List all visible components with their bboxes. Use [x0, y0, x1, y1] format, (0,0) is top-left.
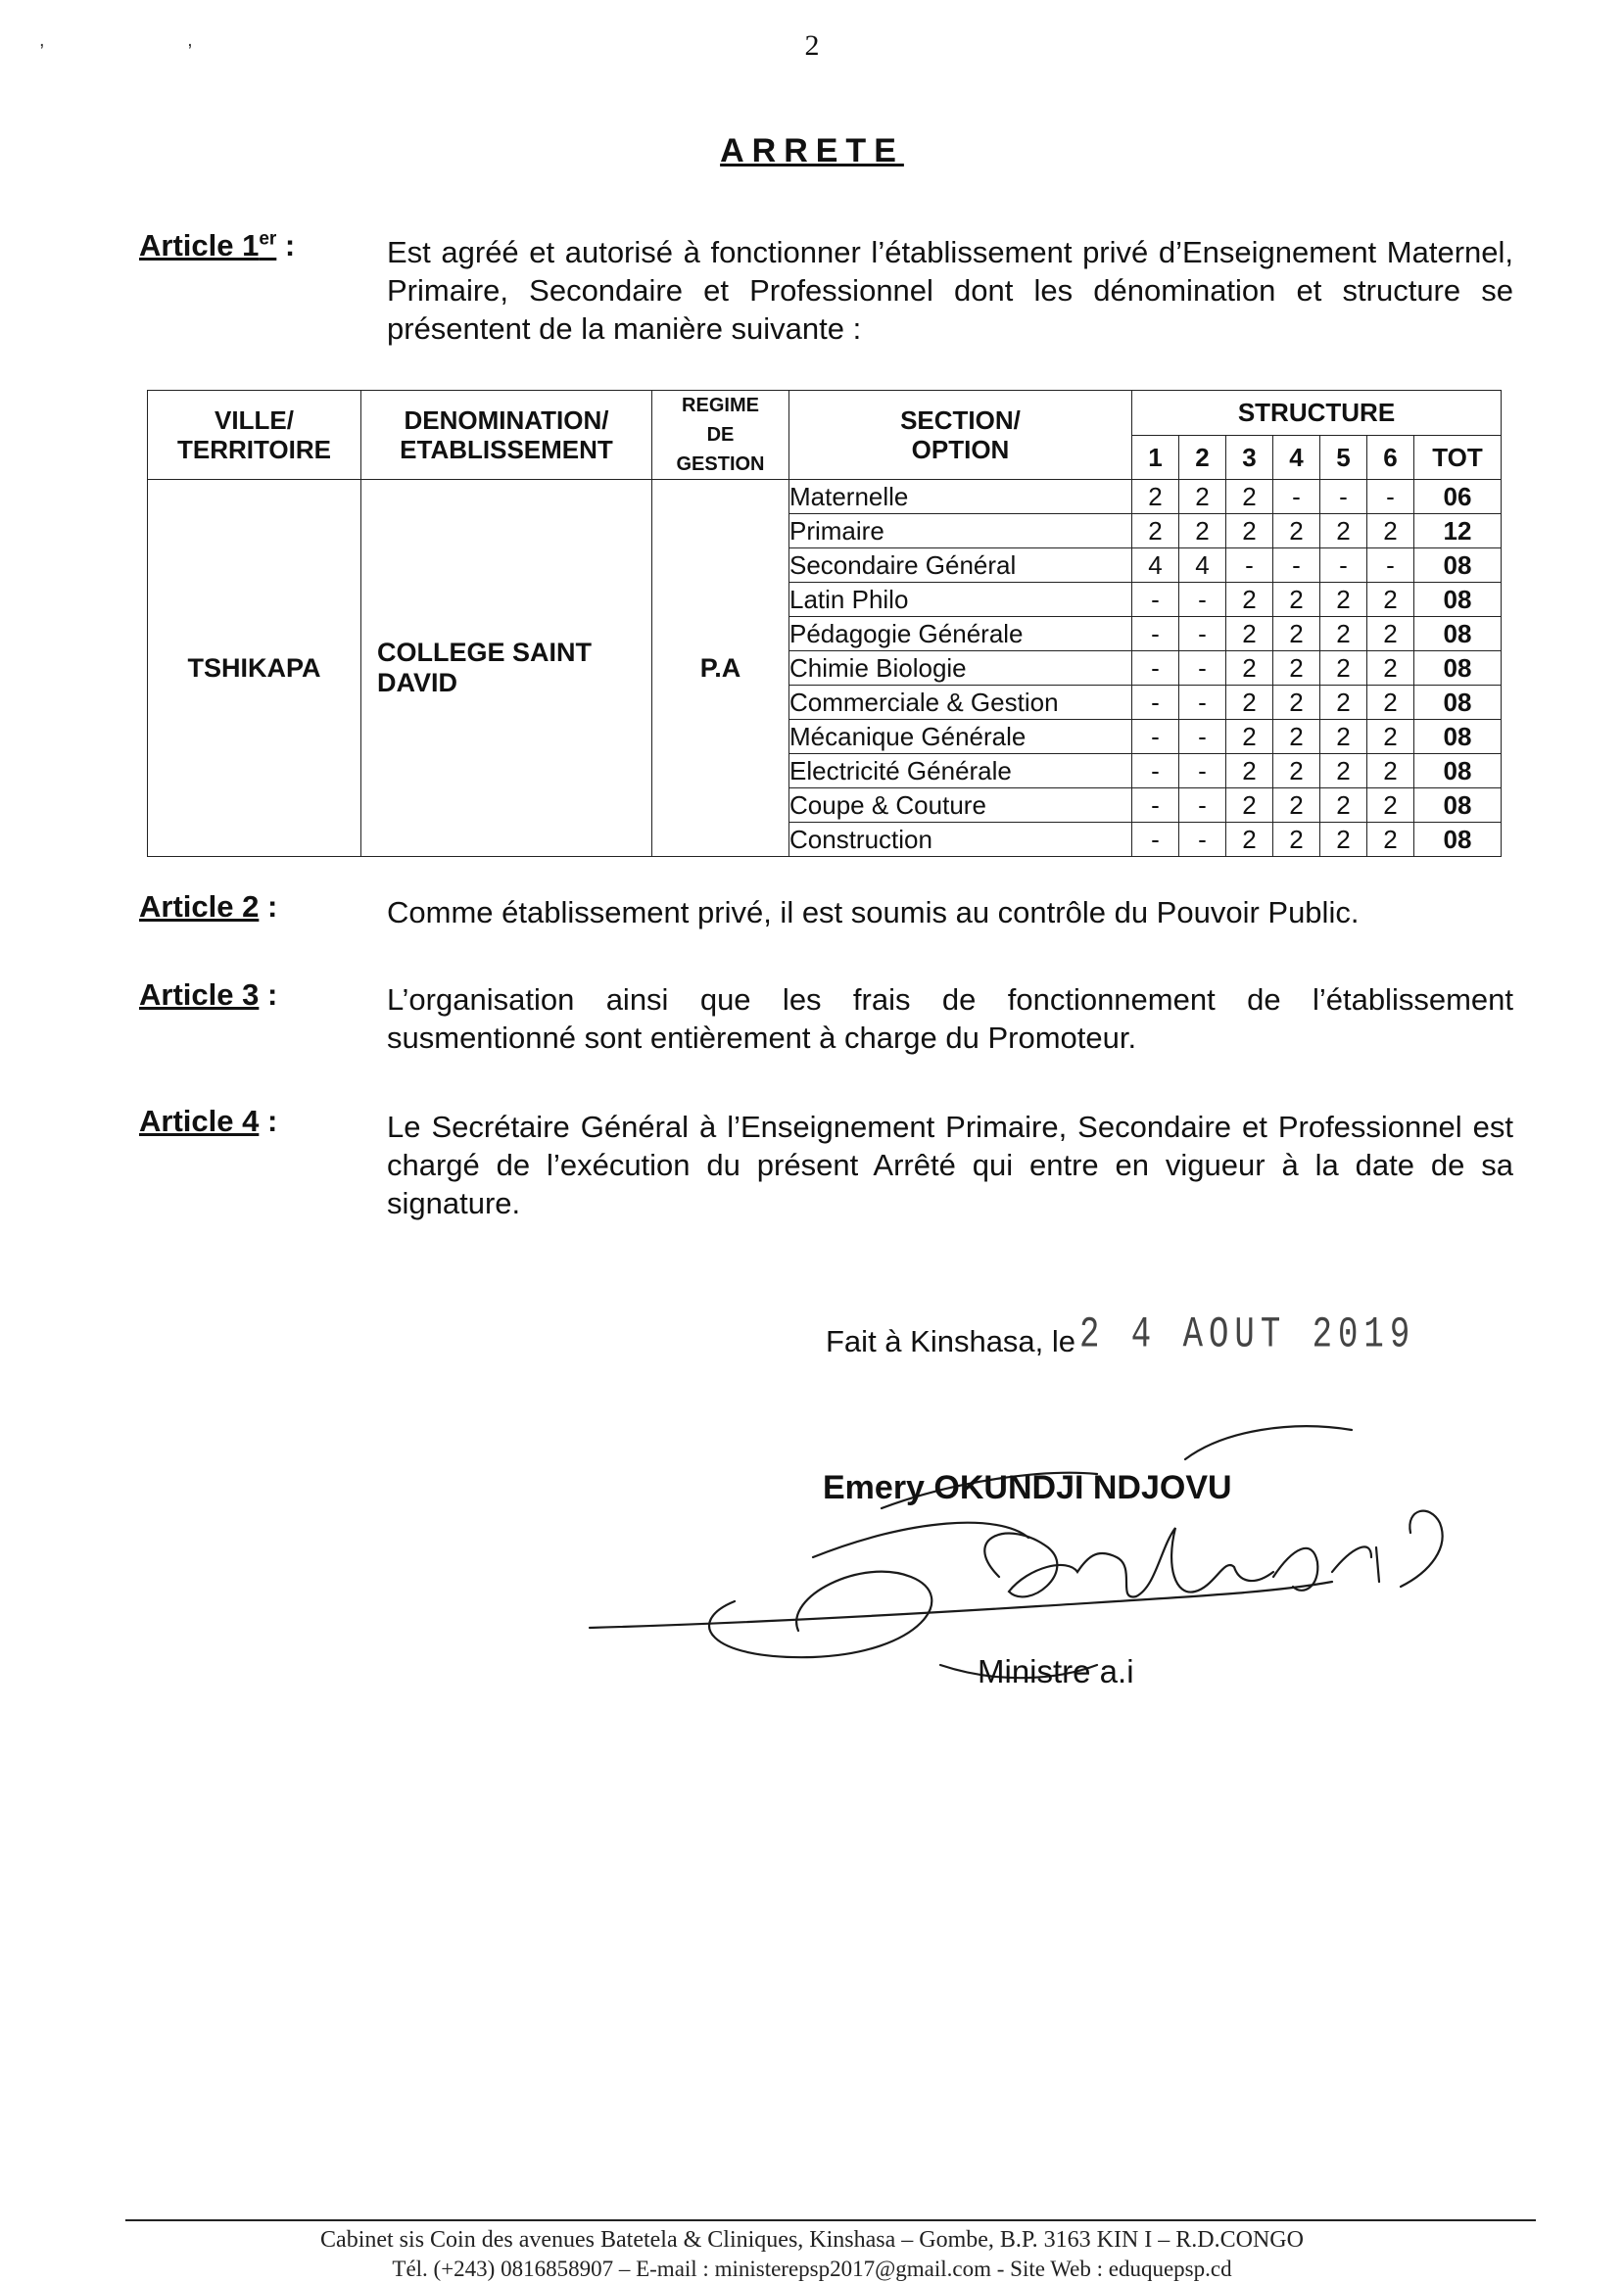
class-count-cell: 4 [1132, 548, 1179, 583]
class-count-cell: - [1179, 788, 1226, 823]
header-section: SECTION/ OPTION [789, 391, 1132, 480]
footer-contact: Tél. (+243) 0816858907 – E-mail : ministerepsp2017@gmail.com - Site Web : eduquepsp.cd [392, 2257, 1232, 2281]
total-cell: 08 [1414, 583, 1502, 617]
class-count-cell: 2 [1320, 720, 1367, 754]
header-col-2: 2 [1179, 435, 1226, 480]
header-col-4: 4 [1273, 435, 1320, 480]
class-count-cell: - [1132, 617, 1179, 651]
option-cell: Pédagogie Générale [789, 617, 1132, 651]
class-count-cell: - [1132, 754, 1179, 788]
total-cell: 08 [1414, 651, 1502, 686]
option-cell: Primaire [789, 514, 1132, 548]
header-col-6: 6 [1367, 435, 1414, 480]
article-2-label-text: Article 2 [139, 889, 260, 924]
signer-name: Emery OKUNDJI NDJOVU [823, 1469, 1232, 1506]
class-count-cell: - [1132, 823, 1179, 857]
class-count-cell: - [1132, 583, 1179, 617]
article-2-label-suffix: : [259, 889, 278, 924]
document-title: ARRETE [720, 132, 904, 169]
class-count-cell: 2 [1226, 514, 1273, 548]
total-cell: 08 [1414, 720, 1502, 754]
class-count-cell: 2 [1320, 788, 1367, 823]
class-count-cell: - [1179, 686, 1226, 720]
class-count-cell: - [1320, 480, 1367, 514]
class-count-cell: - [1179, 754, 1226, 788]
option-cell: Coupe & Couture [789, 788, 1132, 823]
class-count-cell: 2 [1367, 617, 1414, 651]
class-count-cell: - [1132, 788, 1179, 823]
option-cell: Secondaire Général [789, 548, 1132, 583]
article-4-label-text: Article 4 [139, 1104, 260, 1138]
total-cell: 08 [1414, 686, 1502, 720]
option-cell: Construction [789, 823, 1132, 857]
signer-role: Ministre a.i [978, 1653, 1134, 1689]
class-count-cell: 2 [1367, 754, 1414, 788]
date-stamp: 2 4 AOUT 2019 [1079, 1311, 1416, 1360]
class-count-cell: 2 [1320, 823, 1367, 857]
header-col-3: 3 [1226, 435, 1273, 480]
footer-address: Cabinet sis Coin des avenues Batetela & Cliniques, Kinshasa – Gombe, B.P. 3163 KIN I – R.D.CONGO [320, 2227, 1304, 2253]
class-count-cell: - [1179, 823, 1226, 857]
page-number: 2 [804, 29, 820, 62]
option-cell: Commerciale & Gestion [789, 686, 1132, 720]
article-4-text: Le Secrétaire Général à l’Enseignement Primaire, Secondaire et Professionnel est chargé de l’exécution du présent Arrêté qui entre en vigueur à la date de sa signature. [387, 1110, 1513, 1220]
option-cell: Mécanique Générale [789, 720, 1132, 754]
table-row [148, 480, 1502, 514]
total-cell: 08 [1414, 754, 1502, 788]
class-count-cell: - [1179, 583, 1226, 617]
article-1-label-text: Article 1 [139, 228, 260, 262]
class-count-cell: 2 [1273, 583, 1320, 617]
class-count-cell: 2 [1273, 617, 1320, 651]
class-count-cell: 2 [1367, 788, 1414, 823]
class-count-cell: - [1226, 548, 1273, 583]
class-count-cell: - [1367, 548, 1414, 583]
class-count-cell: 2 [1226, 480, 1273, 514]
class-count-cell: 2 [1367, 720, 1414, 754]
class-count-cell: 2 [1273, 686, 1320, 720]
article-2-text: Comme établissement privé, il est soumis au contrôle du Pouvoir Public. [387, 895, 1360, 929]
class-count-cell: 2 [1367, 651, 1414, 686]
class-count-cell: 2 [1320, 617, 1367, 651]
total-cell: 06 [1414, 480, 1502, 514]
article-3-label-text: Article 3 [139, 977, 260, 1012]
header-denomination: DENOMINATION/ ETABLISSEMENT [361, 391, 652, 480]
class-count-cell: 2 [1367, 686, 1414, 720]
class-count-cell: 2 [1226, 720, 1273, 754]
article-1-text: Est agréé et autorisé à fonctionner l’établissement privé d’Enseignement Maternel, Primaire, Secondaire et Professionnel dont les dénomination et structure se présentent de la manière suivante : [387, 235, 1513, 346]
class-count-cell: 2 [1320, 583, 1367, 617]
class-count-cell: - [1179, 617, 1226, 651]
class-count-cell: 2 [1226, 686, 1273, 720]
class-count-cell: 2 [1226, 617, 1273, 651]
class-count-cell: - [1179, 720, 1226, 754]
article-3-label [139, 977, 277, 1013]
class-count-cell: 2 [1367, 583, 1414, 617]
article-2-label [139, 889, 277, 925]
total-cell: 08 [1414, 548, 1502, 583]
structure-table [147, 390, 1502, 857]
class-count-cell: 2 [1226, 754, 1273, 788]
total-cell: 08 [1414, 823, 1502, 857]
header-ville: VILLE/ TERRITOIRE [148, 391, 361, 480]
class-count-cell: 2 [1273, 651, 1320, 686]
option-cell: Electricité Générale [789, 754, 1132, 788]
class-count-cell: - [1132, 686, 1179, 720]
class-count-cell: 2 [1273, 754, 1320, 788]
article-1-label-suffix: : [276, 228, 296, 262]
class-count-cell: 2 [1226, 788, 1273, 823]
article-1-label [139, 228, 295, 263]
regime-cell: P.A [652, 480, 789, 857]
footer-divider [125, 2219, 1536, 2221]
class-count-cell: - [1273, 480, 1320, 514]
denomination-cell: COLLEGE SAINT DAVID [361, 480, 652, 857]
class-count-cell: - [1132, 651, 1179, 686]
class-count-cell: - [1132, 720, 1179, 754]
article-3-text: L’organisation ainsi que les frais de fonctionnement de l’établissement susmentionné sont entièrement à charge du Promoteur. [387, 982, 1513, 1055]
header-col-5: 5 [1320, 435, 1367, 480]
class-count-cell: - [1179, 651, 1226, 686]
class-count-cell: 2 [1273, 823, 1320, 857]
article-4-label-suffix: : [259, 1104, 278, 1138]
class-count-cell: 2 [1320, 754, 1367, 788]
class-count-cell: 2 [1132, 514, 1179, 548]
class-count-cell: 4 [1179, 548, 1226, 583]
place-date-line: Fait à Kinshasa, le [826, 1324, 1076, 1358]
class-count-cell: 2 [1226, 823, 1273, 857]
class-count-cell: 2 [1179, 514, 1226, 548]
class-count-cell: 2 [1226, 583, 1273, 617]
class-count-cell: - [1273, 548, 1320, 583]
header-col-1: 1 [1132, 435, 1179, 480]
total-cell: 08 [1414, 617, 1502, 651]
class-count-cell: 2 [1320, 514, 1367, 548]
class-count-cell: 2 [1367, 514, 1414, 548]
article-1-label-sup: er [259, 228, 277, 250]
scan-specks: , , [39, 29, 262, 51]
total-cell: 12 [1414, 514, 1502, 548]
class-count-cell: 2 [1320, 651, 1367, 686]
class-count-cell: 2 [1179, 480, 1226, 514]
class-count-cell: - [1320, 548, 1367, 583]
class-count-cell: 2 [1132, 480, 1179, 514]
ville-cell: TSHIKAPA [148, 480, 361, 857]
option-cell: Latin Philo [789, 583, 1132, 617]
option-cell: Chimie Biologie [789, 651, 1132, 686]
header-regime: REGIME DE GESTION [652, 391, 789, 480]
class-count-cell: 2 [1273, 720, 1320, 754]
class-count-cell: 2 [1226, 651, 1273, 686]
article-4-label [139, 1104, 277, 1139]
class-count-cell: 2 [1367, 823, 1414, 857]
class-count-cell: 2 [1320, 686, 1367, 720]
class-count-cell: 2 [1273, 514, 1320, 548]
header-structure: STRUCTURE [1132, 391, 1502, 436]
article-3-label-suffix: : [259, 977, 278, 1012]
header-col-tot: TOT [1414, 435, 1502, 480]
option-cell: Maternelle [789, 480, 1132, 514]
total-cell: 08 [1414, 788, 1502, 823]
class-count-cell: - [1367, 480, 1414, 514]
class-count-cell: 2 [1273, 788, 1320, 823]
